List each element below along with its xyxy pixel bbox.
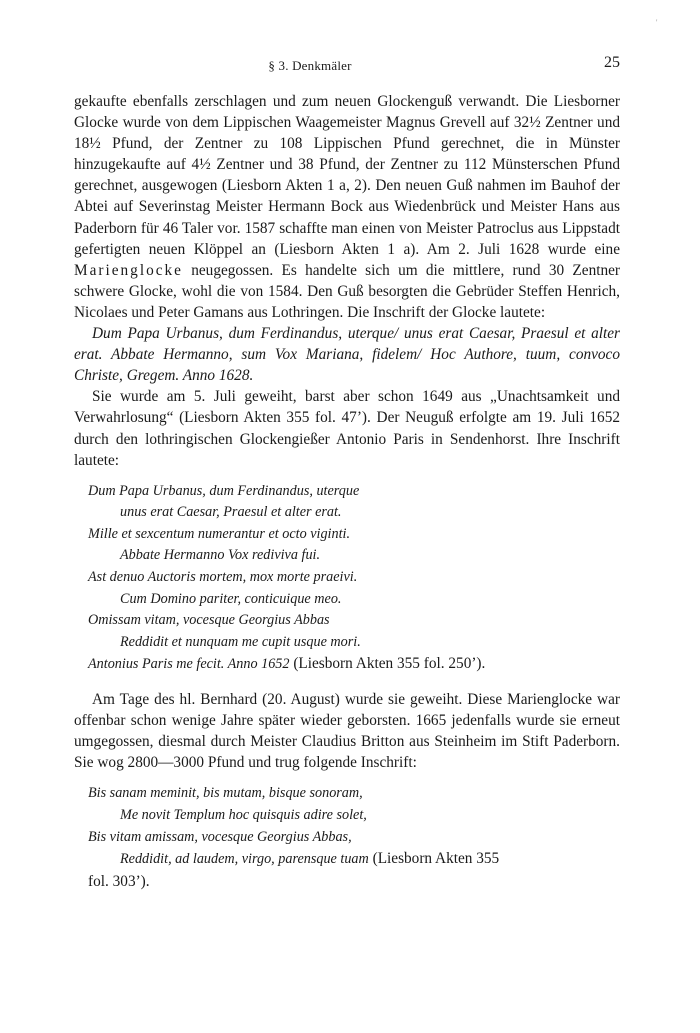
spacer [74, 471, 620, 481]
spacer [74, 773, 620, 783]
paragraph-text: neugegossen. Es handelte sich um die mittlere, rund 30 Zentner schwere Glocke, wohl die von 1584. Den Guß besorgten die Gebrüder Steffen Henrich, Nicolaes und Peter Gamans aus Lothringen. Die Inschrift der Glocke lautete: [74, 261, 620, 321]
verse-line-final [74, 848, 620, 871]
verse-text: Reddidit, ad laudem, virgo, parensque tuam [120, 851, 369, 868]
verse-line: Ast denuo Auctoris mortem, mox morte praeivi. [88, 569, 358, 586]
paragraph-bernhard: Am Tage des hl. Bernhard (20. August) wurde sie geweiht. Diese Marienglocke war offenbar schon wenige Jahre später wieder geborsten. 1665 jedenfalls wurde sie erneut umgegossen, diesmal durch Meister Claudius Britton aus Steinheim im Stift Paderborn. Sie wog 2800—3000 Pfund und trug folgende Inschrift: [74, 691, 620, 772]
paragraph-glockenguss [74, 91, 620, 323]
citation-text: (Liesborn Akten 355 [368, 850, 500, 868]
verse-line: Abbate Hermanno Vox rediviva fui. [120, 547, 321, 564]
emphasis-marienglocke: Marienglocke [74, 261, 183, 279]
verse-line: Bis vitam amissam, vocesque Georgius Abbas, [88, 828, 352, 845]
inscription-1665 [74, 783, 620, 893]
paragraph-text: gekaufte ebenfalls zerschlagen und zum neuen Glockenguß verwandt. Die Liesborner Glocke wurde von dem Lippischen Waagemeister Magnus Grevell auf 32½ Zentner und 18½ Pfund, der Zentner zu 108 Lippischen Pfund gerechnet, die in Münster hinzugekaufte auf 4½ Zentner und 38 Pfund, der Zentner zu 112 Münsterschen Pfund gerechnet, ausgewogen (Liesborn Akten 1 a, 2). Den neuen Guß nahmen im Bauhof der Abtei auf Severinstag Meister Hermann Bock aus Wiedenbrück und Meister Hans aus Paderborn für 46 Taler vor. 1587 schaffte man einen von Meister Patroclus aus Lippstadt gefertigten neuen Klöppel an (Liesborn Akten 1 a). Am 2. Juli 1628 wurde eine [74, 93, 620, 258]
verse-line: Me novit Templum hoc quisquis adire solet, [120, 807, 367, 823]
spacer [74, 676, 620, 689]
verse-line: Reddidit et nunquam me cupit usque mori. [120, 633, 361, 650]
margin-mark: ' [656, 18, 658, 27]
citation-text: fol. 303’). [88, 872, 150, 890]
page-number: 25 [604, 54, 620, 71]
verse-line-signature [74, 653, 620, 676]
citation-text: (Liesborn Akten 355 fol. 250’). [289, 655, 486, 673]
verse-line: Bis sanam meminit, bis mutam, bisque sonoram, [88, 785, 363, 802]
paragraph-neuguss: Sie wurde am 5. Juli geweiht, barst aber schon 1649 aus „Unachtsamkeit und Verwahrlosung“ (Liesborn Akten 355 fol. 47’). Der Neuguß erfolgte am 19. Juli 1652 durch den lothringischen Glockengießer Antonio Paris in Sendenhorst. Ihre Inschrift lautete: [74, 388, 620, 469]
verse-line: Cum Domino pariter, conticuique meo. [120, 590, 342, 607]
inscription-1628: Dum Papa Urbanus, dum Ferdinandus, uterque/ unus erat Caesar, Praesul et alter erat. Abbate Hermanno, sum Vox Mariana, fidelem/ Hoc Authore, tuum, convoco Christe, Gregem. Anno 1628. [74, 325, 620, 385]
running-header-title: § 3. Denkmäler [268, 58, 352, 73]
verse-line: Omissam vitam, vocesque Georgius Abbas [88, 612, 330, 629]
verse-line: Mille et sexcentum numerantur et octo viginti. [88, 525, 351, 542]
inscription-1652 [74, 481, 620, 676]
signature-text: Antonius Paris me fecit. Anno 1652 [88, 656, 290, 673]
page-body [74, 91, 620, 893]
verse-line: unus erat Caesar, Praesul et alter erat. [120, 504, 342, 521]
verse-line: Dum Papa Urbanus, dum Ferdinandus, uterque [88, 482, 360, 499]
citation-continuation [74, 871, 620, 894]
